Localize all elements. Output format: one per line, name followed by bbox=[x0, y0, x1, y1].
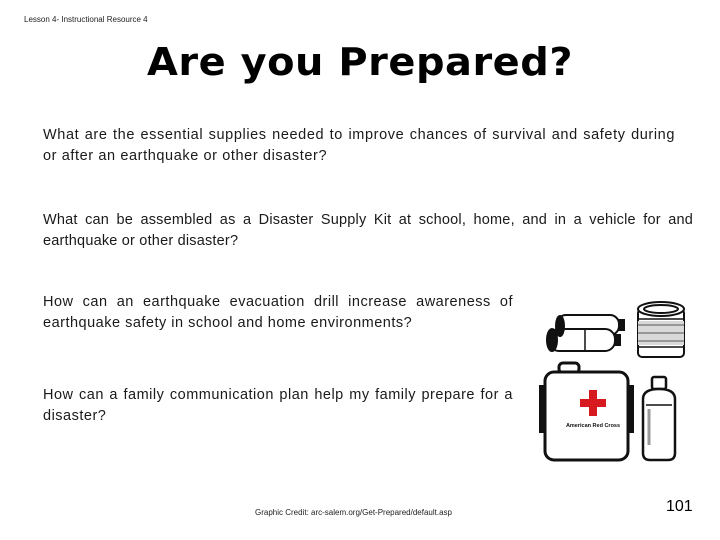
page-title: Are you Prepared? bbox=[146, 40, 574, 84]
emergency-supplies-illustration bbox=[535, 295, 690, 465]
question-1: What are the essential supplies needed to improve chances of survival and safety during or after an earthquake or other disaster? bbox=[43, 127, 675, 164]
question-4: How can a family communication plan help my family prepare for a disaster? bbox=[43, 387, 513, 424]
first-aid-kit-icon bbox=[539, 363, 634, 460]
food-can-icon bbox=[638, 302, 684, 357]
page-number: 101 bbox=[666, 498, 693, 515]
kit-brand-label: American Red Cross bbox=[565, 423, 621, 429]
batteries-icon bbox=[547, 315, 624, 351]
question-3: How can an earthquake evacuation drill increase awareness of earthquake safety in school and home environments? bbox=[43, 294, 513, 331]
graphic-credit: Graphic Credit: arc-salem.org/Get-Prepared/default.asp bbox=[255, 508, 452, 517]
question-2: What can be assembled as a Disaster Supply Kit at school, home, and in a vehicle for and earthquake or other disaster? bbox=[43, 212, 693, 249]
lesson-label: Lesson 4- Instructional Resource 4 bbox=[24, 15, 148, 24]
spray-bottle-icon bbox=[643, 377, 675, 460]
